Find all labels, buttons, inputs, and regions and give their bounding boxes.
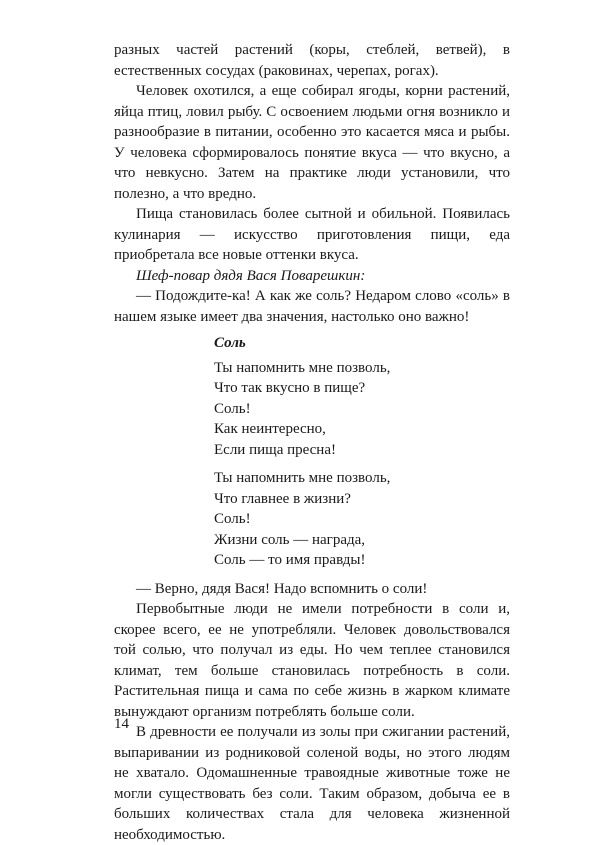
poem-line: Жизни соль — награда, — [214, 531, 366, 548]
text-column — [114, 40, 510, 845]
paragraph-antiquity: В древности ее получали из золы при сжигании растений, выпаривании из родниковой соленой воды, но этого людям не хватало. Одомашненные травоядные животные тоже не могли существовать без соли. Таким образом, добыча ее в больших количествах стала для человека жизненной необходимостью. — [114, 724, 510, 843]
paragraph-2: Человек охотился, а еще собирал ягоды, корни растений, яйца птиц, ловил рыбу. С освоением людьми огня возникло и разнообразие в питании, особенно это касается мяса и рыбы. У человека сформировалось понятие вкуса — что вкусно, а что невкусно. Затем на практике люди установили, что полезно, а что вредно. — [114, 83, 510, 202]
page-number: 14 — [114, 716, 129, 732]
poem — [214, 333, 510, 571]
speech-paragraph: — Подождите-ка! А как же соль? Недаром слово «соль» в нашем языке имеет два значения, настолько оно важно! — [114, 288, 510, 325]
poem-title: Соль — [214, 335, 246, 351]
poem-line: Как неинтересно, — [214, 421, 326, 437]
poem-line: Если пища пресна! — [214, 441, 336, 458]
speaker-line: Шеф-повар дядя Вася Поварешкин: — [136, 267, 366, 284]
poem-stanza-2 — [214, 468, 510, 571]
poem-line: Соль! — [214, 400, 251, 417]
reply-paragraph: — Верно, дядя Вася! Надо вспомнить о соли! — [136, 580, 428, 597]
poem-line: Соль! — [214, 511, 251, 527]
poem-line: Что главнее в жизни? — [214, 490, 351, 507]
paragraph-3: Пища становилась более сытной и обильной. Появилась кулинария — искусство приготовления пищи, еда приобретала все новые оттенки вкуса. — [114, 206, 510, 263]
poem-stanza-1 — [214, 358, 510, 461]
paragraph-1: разных частей растений (коры, стеблей, ветвей), в естественных сосудах (раковинах, черепах, рогах). — [114, 42, 510, 79]
poem-line: Ты напомнить мне позволь, — [214, 359, 391, 376]
paragraph-primitive-people: Первобытные люди не имели потребности в соли и, скорее всего, ее не употребляли. Человек довольствовался той солью, что получал из еды. Но чем теплее становился климат, тем больше становилась потребность в соли. Растительная пища и сама по себе жизнь в жарком климате вынуждают организм потреблять больше соли. — [114, 601, 510, 720]
poem-line: Ты напомнить мне позволь, — [214, 470, 391, 486]
poem-line: Соль — то имя правды! — [214, 552, 366, 568]
poem-line: Что так вкусно в пище? — [214, 380, 366, 396]
